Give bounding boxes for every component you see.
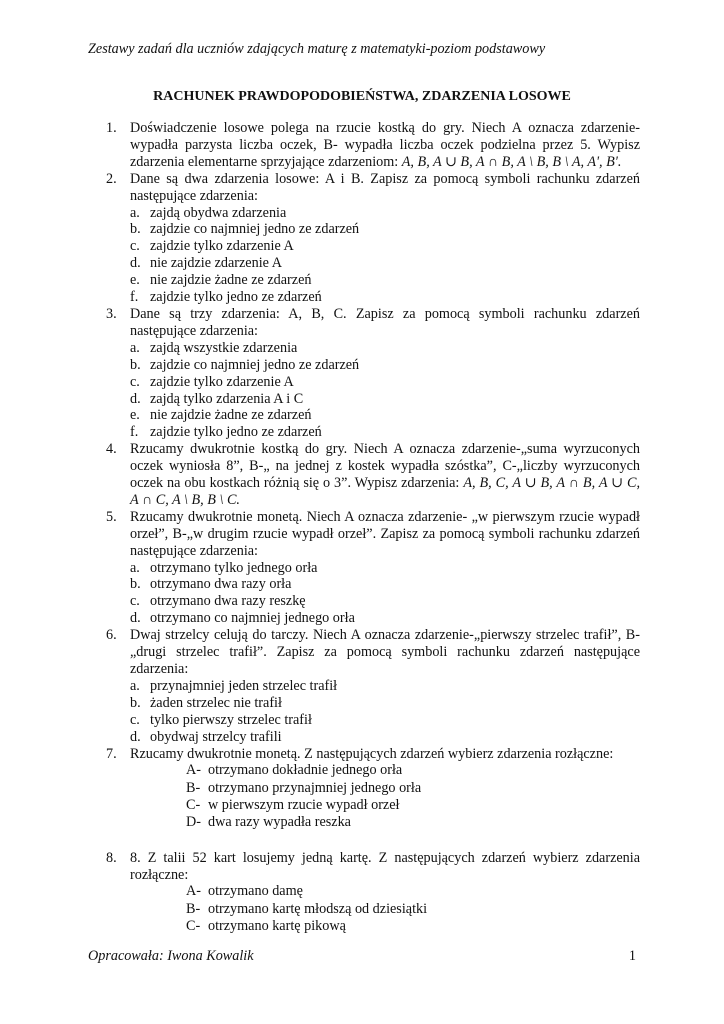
problem-text: 8. Z talii 52 kart losujemy jedną kartę. Z następujących zdarzeń wybierz zdarzenia rozłączne: bbox=[130, 849, 640, 883]
problem-text: Dane są dwa zdarzenia losowe: A i B. Zapisz za pomocą symboli rachunku zdarzeń następujące zdarzenia: bbox=[130, 170, 640, 204]
option-item: a. zajdą wszystkie zdarzenia bbox=[130, 339, 298, 356]
option-list bbox=[106, 560, 640, 628]
problem-text: Rzucamy dwukrotnie monetą. Z następujących zdarzeń wybierz zdarzenia rozłączne: bbox=[130, 745, 614, 762]
problem-text: Rzucamy dwukrotnie kostką do gry. Niech A oznacza zdarzenie-„suma wyrzuconych oczek wyniosła 8”, B-„ na jednej z kostek wypadła szóstka”, C-„liczby wyrzuconych oczek na obu kostkach różnią się o 3”. Wypisz zdarzenia: A, B, C, A ∪ B, A ∩ B, A ∪ C, A ∩ C, A \ B, B \ C. bbox=[130, 441, 641, 508]
choice-item: B- otrzymano przynajmniej jednego orła bbox=[186, 779, 422, 796]
option-item: e. nie zajdzie żadne ze zdarzeń bbox=[130, 407, 312, 424]
problem-8 bbox=[106, 850, 640, 884]
choice-item: C- w pierwszym rzucie wypadł orzeł bbox=[186, 797, 400, 814]
problem-3 bbox=[106, 306, 640, 340]
choice-item: D- dwa razy wypadła reszka bbox=[186, 814, 351, 831]
option-item: c. tylko pierwszy strzelec trafił bbox=[130, 711, 312, 728]
problem-text: Doświadczenie losowe polega na rzucie kostką do gry. Niech A oznacza zdarzenie-wypadła parzysta liczba oczek, B- wypadła liczba oczek podzielna przez 5. Wypisz zdarzenia elementarne sprzyjające zdarzeniom: A, B, A ∪ B, A ∩ B, A \ B, B \ A, A', B'. bbox=[130, 120, 640, 170]
problem-7 bbox=[106, 746, 640, 763]
problem-text: Dwaj strzelcy celują do tarczy. Niech A oznacza zdarzenie-„pierwszy strzelec trafił”, B-„drugi strzelec trafił”. Zapisz za pomocą symboli rachunku zdarzeń następujące zdarzenia: bbox=[130, 627, 640, 677]
footer-author: Opracowała: Iwona Kowalik bbox=[88, 948, 254, 964]
problem-5 bbox=[106, 509, 640, 560]
problem-4 bbox=[106, 441, 640, 509]
option-item: e. nie zajdzie żadne ze zdarzeń bbox=[130, 272, 312, 289]
option-item: b. otrzymano dwa razy orła bbox=[130, 576, 292, 593]
choice-list bbox=[186, 762, 640, 831]
problem-number: 5. bbox=[106, 508, 117, 525]
problem-text: Dane są trzy zdarzenia: A, B, C. Zapisz za pomocą symboli rachunku zdarzeń następujące zdarzenia: bbox=[130, 305, 640, 339]
option-item: f. zajdzie tylko jedno ze zdarzeń bbox=[130, 424, 322, 441]
problem-number: 6. bbox=[106, 627, 117, 644]
option-list bbox=[106, 205, 640, 306]
problem-list bbox=[106, 120, 640, 935]
option-item: d. obydwaj strzelcy trafili bbox=[130, 728, 282, 745]
problem-number: 3. bbox=[106, 305, 117, 322]
problem-number: 1. bbox=[106, 120, 117, 136]
choice-item: A- otrzymano dokładnie jednego orła bbox=[186, 762, 403, 779]
page-footer bbox=[88, 947, 636, 965]
option-item: d. otrzymano co najmniej jednego orła bbox=[130, 610, 355, 627]
problem-math: A, B, A ∪ B, A ∩ B, A \ B, B \ A, A', B'. bbox=[401, 153, 622, 170]
problem-number: 7. bbox=[106, 745, 117, 762]
option-item: d. nie zajdzie zdarzenie A bbox=[130, 255, 282, 272]
page-header: Zestawy zadań dla uczniów zdających maturę z matematyki-poziom podstawowy bbox=[88, 41, 546, 57]
option-item: d. zajdą tylko zdarzenia A i C bbox=[130, 390, 304, 407]
option-item: c. zajdzie tylko zdarzenie A bbox=[130, 238, 294, 255]
choice-item: B- otrzymano kartę młodszą od dziesiątki bbox=[186, 900, 428, 917]
spacer bbox=[106, 832, 640, 850]
option-list bbox=[106, 678, 640, 746]
page-title: RACHUNEK PRAWDOPODOBIEŃSTWA, ZDARZENIA LOSOWE bbox=[153, 89, 571, 104]
problem-number: 8. bbox=[106, 849, 117, 866]
problem-1 bbox=[106, 120, 640, 171]
problem-number: 2. bbox=[106, 170, 117, 187]
option-item: b. zajdzie co najmniej jedno ze zdarzeń bbox=[130, 221, 360, 238]
option-item: c. otrzymano dwa razy reszkę bbox=[130, 593, 306, 610]
choice-list bbox=[186, 883, 640, 935]
choice-item: C- otrzymano kartę pikową bbox=[186, 918, 346, 935]
option-item: b. żaden strzelec nie trafił bbox=[130, 694, 282, 711]
page-number: 1 bbox=[628, 948, 636, 964]
option-item: c. zajdzie tylko zdarzenie A bbox=[130, 373, 294, 390]
problem-2 bbox=[106, 171, 640, 205]
choice-item: A- otrzymano damę bbox=[186, 883, 303, 900]
option-item: a. zajdą obydwa zdarzenia bbox=[130, 204, 287, 221]
option-item: b. zajdzie co najmniej jedno ze zdarzeń bbox=[130, 356, 360, 373]
problem-number: 4. bbox=[106, 441, 117, 458]
problem-6 bbox=[106, 627, 640, 678]
option-list bbox=[106, 340, 640, 441]
problem-math: A, B, C, A ∪ B, A ∩ B, A ∪ C, A ∩ C, A \ B, B \ C. bbox=[130, 475, 641, 508]
option-item: a. otrzymano tylko jednego orła bbox=[130, 559, 318, 576]
problem-text: Rzucamy dwukrotnie monetą. Niech A oznacza zdarzenie- „w pierwszym rzucie wypadł orzeł”, B-„w drugim rzucie wypadł orzeł”. Zapisz za pomocą symboli rachunku zdarzeń następujące zdarzenia: bbox=[130, 508, 640, 559]
option-item: a. przynajmniej jeden strzelec trafił bbox=[130, 677, 338, 694]
option-item: f. zajdzie tylko jedno ze zdarzeń bbox=[130, 289, 322, 306]
